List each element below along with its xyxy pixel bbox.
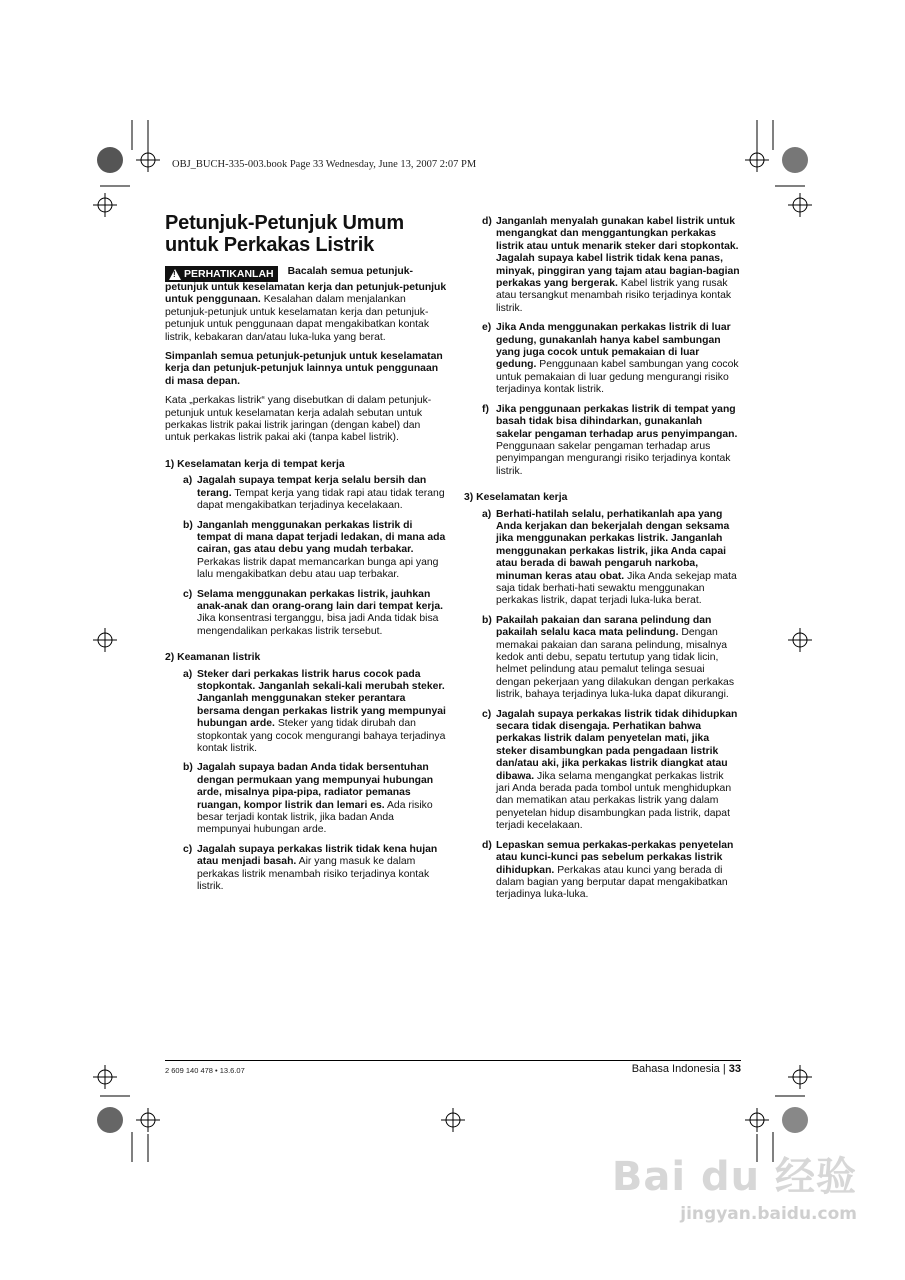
list-item: b) Janganlah menggunakan perkakas listrik di tempat di mana dapat terjadi ledakan, di mana ada cairan, gas atau debu yang mudah terbakar. Perkakas listrik dapat memancarkan bunga api yang lalu mengakibatkan debu atau uap terbakar.	[183, 519, 446, 581]
list-item: e) Jika Anda menggunakan perkakas listrik di luar gedung, gunakanlah hanya kabel sambungan yang juga cocok untuk pemakaian di luar gedung. Penggunaan kabel sambungan yang cocok untuk pemakaian di luar gedung mengurangi risiko terjadinya kontak listrik.	[482, 322, 739, 396]
baidu-watermark	[612, 1145, 857, 1224]
warning-badge	[165, 266, 278, 282]
list-item: d) Lepaskan semua perkakas-perkakas penyetelan atau kunci-kunci pas sebelum perkakas listrik dihidupkan. Perkakas atau kunci yang berada di dalam bagian yang berputar dapat mengakibatkan terjadinya luka-luka.	[482, 839, 734, 901]
list-item: a) Jagalah supaya tempat kerja selalu bersih dan terang. Tempat kerja yang tidak rapi atau tidak terang dapat mengakibatkan terjadinya kecelakaan.	[183, 475, 445, 512]
footer-code: 2 609 140 478 • 13.6.07	[165, 1066, 245, 1075]
left-column	[165, 212, 447, 900]
section-2-title: 2) Keamanan listrik	[165, 652, 261, 664]
print-header: OBJ_BUCH-335-003.book Page 33 Wednesday, June 13, 2007 2:07 PM	[172, 159, 477, 170]
list-item: c) Selama menggunakan perkakas listrik, jauhkan anak-anak dan orang-orang lain dari tempat kerja. Jika konsentrasi terganggu, bisa jadi Anda tidak bisa mengendalikan perkakas listrik tersebut.	[183, 588, 443, 637]
intro-bold: Bacalah semua petunjuk-petunjuk untuk keselamatan kerja dan petunjuk-petunjuk untuk penggunaan.	[165, 266, 447, 306]
watermark-brand: Bai du 经验	[611, 1154, 857, 1200]
watermark-url: jingyan.baidu.com	[680, 1204, 857, 1224]
footer-separator: |	[722, 1063, 726, 1075]
list-item: a) Steker dari perkakas listrik harus cocok pada stopkontak. Janganlah sekali-kali merubah steker. Janganlah menggunakan steker perantara bersama dengan perkakas listrik yang mempunyai hubungan arde. Steker yang tidak dirubah dan stopkontak yang cocok mengurangi bahaya terjadinya kontak listrik.	[183, 668, 446, 754]
keep-instructions-note: Simpanlah semua petunjuk-petunjuk untuk keselamatan kerja dan petunjuk-petunjuk lainnya untuk penggunaan di masa depan.	[165, 351, 443, 387]
title-line-1: Petunjuk-Petunjuk Umum	[165, 212, 404, 234]
definition-paragraph: Kata „perkakas listrik“ yang disebutkan di dalam petunjuk-petunjuk untuk keselamatan kerja adalah sebutan untuk perkakas listrik pakai listrik jaringan (dengan kabel) dan untuk perkakas listrik pakai aki (tanpa kabel listrik).	[165, 395, 432, 444]
page-number: 33	[728, 1063, 741, 1075]
right-column	[464, 216, 740, 909]
list-item: f) Jika penggunaan perkakas listrik di tempat yang basah tidak bisa dihindarkan, gunakanlah sakelar pengaman terhadap arus penyimpangan. Penggunaan sakelar pengaman terhadap arus penyimpangan mengurangi risiko terjadinya kontak listrik.	[482, 403, 738, 477]
intro-text: Kesalahan dalam menjalankan petunjuk-petunjuk untuk keselamatan kerja dan petunjuk-petunjuk untuk penggunaan dapat mengakibatkan kontak listrik, kebakaran dan/atau luka-luka yang berat.	[165, 294, 430, 343]
warning-triangle-icon: !	[169, 269, 181, 280]
page-title	[165, 212, 447, 256]
footer-language: Bahasa Indonesia	[631, 1063, 720, 1075]
list-item: c) Jagalah supaya perkakas listrik tidak dihidupkan secara tidak disengaja. Perhatikan bahwa perkakas listrik dalam penyetelan mati, jika steker disambungkan pada pengadaan listrik dan/atau aki, jika perkakas listrik diangkat atau dibawa. Jika selama mengangkat perkakas listrik jari Anda berada pada tombol untuk menghidupkan dan mematikan atau perkakas listrik yang dalam penyetelan hidup disambungkan pada listrik, dapat terjadi kecelakaan.	[482, 708, 738, 832]
warning-badge-label: PERHATIKANLAH	[184, 267, 274, 280]
list-item: d) Janganlah menyalah gunakan kabel listrik untuk mengangkat dan menggantungkan perkakas listrik atau untuk menarik steker dari stopkontak. Jagalah supaya kabel listrik tidak kena panas, minyak, pinggiran yang tajam atau bagian-bagian perkakas yang bergerak. Kabel listrik yang rusak atau tersangkut menambah risiko terjadinya kontak listrik.	[482, 216, 740, 314]
footer-rule	[165, 1060, 741, 1061]
title-line-2: untuk Perkakas Listrik	[165, 234, 375, 256]
section-3-title: 3) Keselamatan kerja	[464, 492, 568, 504]
warning-intro	[165, 266, 447, 344]
list-item: b) Pakailah pakaian dan sarana pelindung dan pakailah selalu kaca mata pelindung. Dengan memakai pakaian dan sarana pelindung, misalnya kedok anti debu, sepatu tertutup yang tidak licin, helmet pelindung atau pemalut telinga sesuai dengan pekerjaan yang dilakukan dengan perkakas listrik, bahaya terjadinya luka-luka dapat dikurangi.	[482, 614, 735, 701]
list-item: b) Jagalah supaya badan Anda tidak bersentuhan dengan permukaan yang mempunyai hubungan arde, misalnya pipa-pipa, radiator pemanas ruangan, kompor listrik dan lemari es. Ada risiko besar terjadi kontak listrik, jika badan Anda mempunyai hubungan arde.	[183, 762, 434, 836]
footer-page-info	[632, 1063, 741, 1075]
list-item: a) Berhati-hatilah selalu, perhatikanlah apa yang Anda kerjakan dan bekerjalah dengan seksama jika menggunakan perkakas listrik. Janganlah menggunakan perkakas listrik, jika Anda capai atau berada di bawah pengaruh narkoba, minuman keras atau obat. Jika Anda sekejap mata saja tidak berhati-hati sewaktu menggunakan perkakas listrik, dapat terjadi luka-luka berat.	[482, 508, 737, 607]
list-item: c) Jagalah supaya perkakas listrik tidak kena hujan atau menjadi basah. Air yang masuk ke dalam perkakas listrik menambah risiko terjadinya kontak listrik.	[183, 843, 438, 893]
section-1-title: 1) Keselamatan kerja di tempat kerja	[165, 458, 345, 470]
